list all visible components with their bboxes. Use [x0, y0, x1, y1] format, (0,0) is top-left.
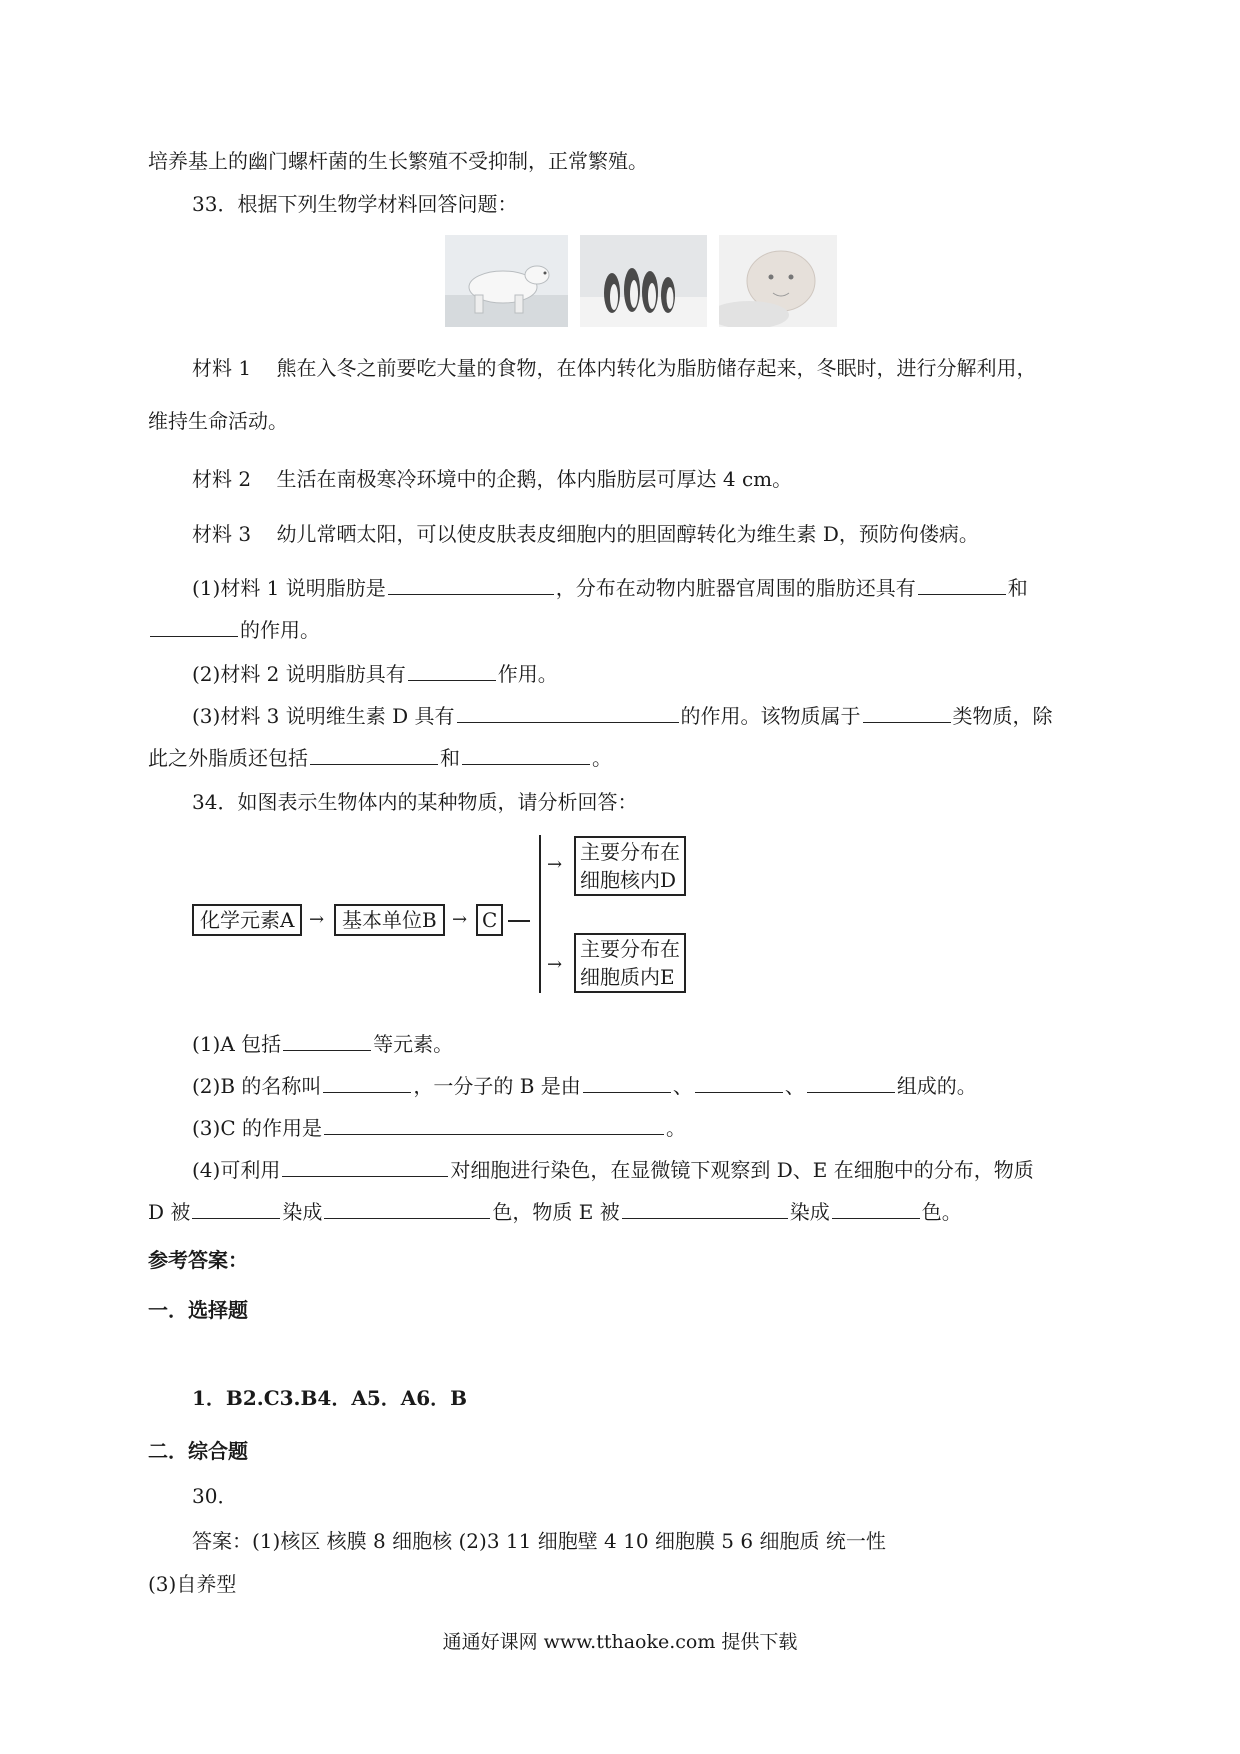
- q34-sub4: [192, 1156, 1034, 1184]
- q34-stem: 34．如图表示生物体内的某种物质，请分析回答：: [192, 790, 638, 814]
- q33-sub3-cont: [148, 744, 612, 772]
- box-d-line-2: 细胞核内D: [580, 868, 677, 892]
- arrow-right-icon: →: [452, 909, 468, 930]
- q34-s2-text-5: 组成的。: [896, 1074, 977, 1098]
- material-3-text: 幼儿常晒太阳，可以使皮肤表皮细胞内的胆固醇转化为维生素 D，预防佝偻病。: [276, 522, 979, 546]
- q34-s2-text-3: 、: [672, 1074, 693, 1098]
- q33-s1-text-3: 和: [1007, 576, 1028, 600]
- material-1-text: 熊在入冬之前要吃大量的食物，在体内转化为脂肪储存起来，冬眠时，进行分解利用，: [276, 356, 1037, 380]
- answer-blank[interactable]: [324, 1198, 490, 1219]
- answer-blank[interactable]: [388, 574, 554, 595]
- q33-s3-text-5: 和: [440, 746, 460, 770]
- q34-s1-text-2: 等元素。: [373, 1032, 454, 1056]
- polar-bear-photo: [445, 235, 568, 327]
- arrow-right-icon: →: [547, 954, 563, 975]
- q33-s3-text-3: 类物质，除: [952, 704, 1053, 728]
- q34-s4-text-3: D 被: [148, 1200, 191, 1224]
- answer-blank[interactable]: [807, 1072, 895, 1093]
- choice-answers: 1．B2.C3.B4．A5．A6．B: [192, 1386, 468, 1410]
- answer-blank[interactable]: [457, 702, 679, 723]
- material-1-label: 材料 1: [192, 356, 252, 380]
- answer-blank[interactable]: [462, 744, 590, 765]
- penguins-photo: [580, 235, 707, 327]
- q34-s2-text-2: ，一分子的 B 是由: [413, 1074, 581, 1098]
- q33-sub2: [192, 660, 558, 688]
- answer-blank[interactable]: [324, 1114, 664, 1135]
- q30-answer-cont: (3)自养型: [148, 1572, 237, 1596]
- diagram-box-e: [574, 933, 686, 993]
- q34-s4-text-4: 染成: [282, 1200, 323, 1224]
- material-2-text: 生活在南极寒冷环境中的企鹅，体内脂肪层可厚达 4 cm。: [276, 467, 793, 491]
- q34-s4-text-6: 染成: [789, 1200, 830, 1224]
- q33-sub3: [192, 702, 1053, 730]
- material-1: [192, 354, 1037, 382]
- answer-blank[interactable]: [832, 1198, 920, 1219]
- q34-sub1: [192, 1030, 453, 1058]
- box-d-line-1: 主要分布在: [580, 840, 680, 864]
- answer-blank[interactable]: [622, 1198, 788, 1219]
- answer-blank[interactable]: [150, 616, 238, 637]
- section-choice-heading: 一．选择题: [148, 1298, 248, 1322]
- connector-line: [508, 920, 530, 922]
- page-footer: 通通好课网 www.tthaoke.com 提供下载: [442, 1631, 798, 1653]
- material-2-label: 材料 2: [192, 467, 252, 491]
- diagram-box-d: [574, 836, 686, 896]
- q34-sub2: [192, 1072, 977, 1100]
- q33-stem: 33．根据下列生物学材料回答问题：: [192, 192, 518, 216]
- material-1-cont: 维持生命活动。: [148, 409, 288, 433]
- q34-s4-text-5: 色，物质 E 被: [492, 1200, 620, 1224]
- q33-sub1: [192, 574, 1028, 602]
- answer-blank[interactable]: [918, 574, 1006, 595]
- answers-heading: 参考答案：: [148, 1248, 248, 1272]
- q34-s4-text-2: 对细胞进行染色，在显微镜下观察到 D、E 在细胞中的分布，物质: [450, 1158, 1034, 1182]
- q33-s2-text: (2)材料 2 说明脂肪具有: [192, 662, 406, 686]
- section-comprehensive-heading: 二．综合题: [148, 1439, 248, 1463]
- bracket-line: [539, 835, 541, 993]
- q34-s2-text-4: 、: [784, 1074, 805, 1098]
- q34-s3-text: (3)C 的作用是: [192, 1116, 322, 1140]
- q33-s1-text-2: ，分布在动物内脏器官周围的脂肪还具有: [555, 576, 916, 600]
- q34-sub3: [192, 1114, 686, 1142]
- box-e-line-2: 细胞质内E: [580, 965, 675, 989]
- arrow-right-icon: →: [547, 854, 563, 875]
- diagram-box-b: 基本单位B: [334, 904, 445, 936]
- answer-blank[interactable]: [408, 660, 496, 681]
- arrow-right-icon: →: [309, 909, 325, 930]
- answer-blank[interactable]: [583, 1072, 671, 1093]
- answer-blank[interactable]: [310, 744, 438, 765]
- q34-s2-text: (2)B 的名称叫: [192, 1074, 322, 1098]
- q33-s3-text: (3)材料 3 说明维生素 D 具有: [192, 704, 455, 728]
- answer-blank[interactable]: [282, 1156, 448, 1177]
- q34-s4-text-7: 色。: [921, 1200, 962, 1224]
- material-2: [192, 465, 792, 493]
- diagram-box-c: C: [476, 904, 503, 936]
- answer-blank[interactable]: [863, 702, 951, 723]
- material-3: [192, 520, 979, 548]
- q33-s1-text-4: 的作用。: [240, 618, 320, 642]
- box-e-line-1: 主要分布在: [580, 937, 680, 961]
- q33-s1-text: (1)材料 1 说明脂肪是: [192, 576, 386, 600]
- baby-photo: [719, 235, 837, 327]
- q33-sub1-cont: [148, 616, 320, 644]
- answer-blank[interactable]: [192, 1198, 280, 1219]
- q30-number: 30．: [192, 1484, 238, 1508]
- q33-s3-text-2: 的作用。该物质属于: [680, 704, 861, 728]
- q34-sub4-cont: [148, 1198, 962, 1226]
- answer-blank[interactable]: [695, 1072, 783, 1093]
- intro-line: 培养基上的幽门螺杆菌的生长繁殖不受抑制，正常繁殖。: [148, 149, 648, 173]
- q33-s2-text-2: 作用。: [497, 662, 558, 686]
- q33-s3-text-6: 。: [592, 746, 612, 770]
- q33-s3-text-4: 此之外脂质还包括: [148, 746, 308, 770]
- answer-blank[interactable]: [323, 1072, 411, 1093]
- q34-s4-text: (4)可利用: [192, 1158, 281, 1182]
- answer-blank[interactable]: [283, 1030, 371, 1051]
- q34-s1-text: (1)A 包括: [192, 1032, 282, 1056]
- material-3-label: 材料 3: [192, 522, 252, 546]
- diagram-box-a: 化学元素A: [192, 904, 302, 936]
- q30-answer: 答案：(1)核区 核膜 8 细胞核 (2)3 11 细胞壁 4 10 细胞膜 5 6 细胞质 统一性: [192, 1529, 886, 1553]
- q34-s3-text-2: 。: [666, 1116, 686, 1140]
